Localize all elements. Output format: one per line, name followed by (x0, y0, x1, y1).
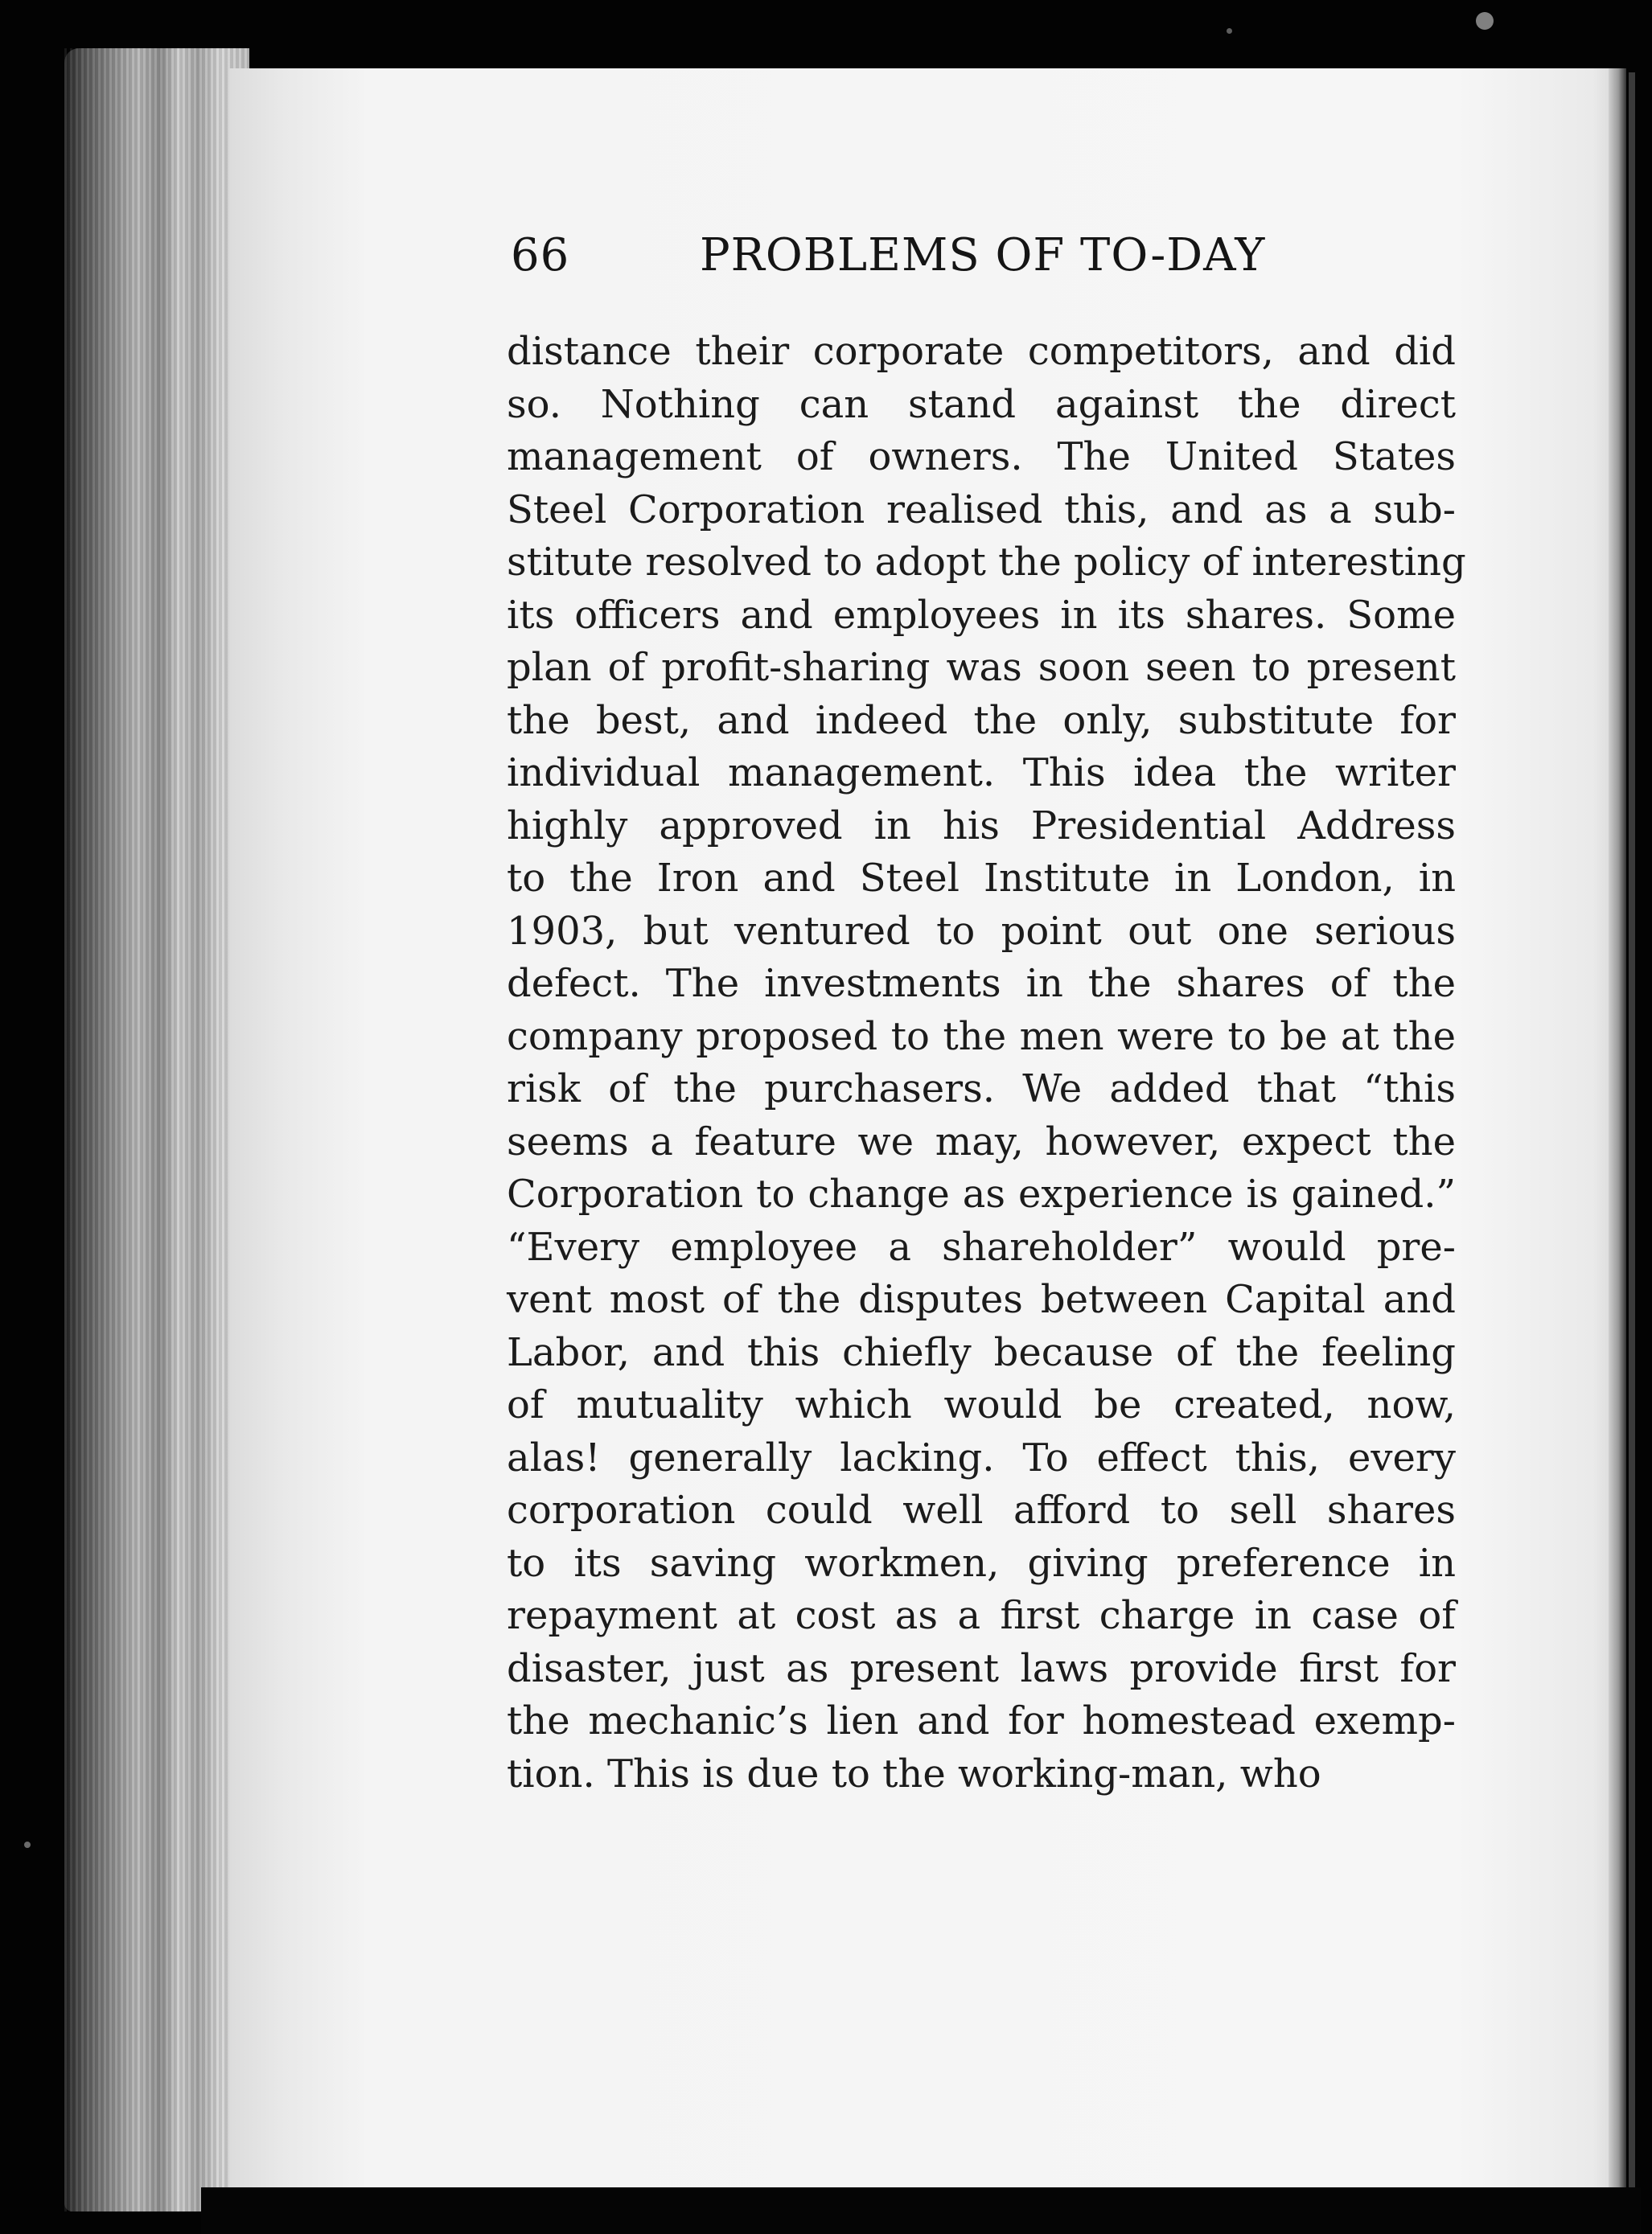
text-line: vent most of the disputes between Capital and (507, 1277, 1456, 1322)
text-line: seems a feature we may, however, expect the (507, 1119, 1456, 1164)
text-line: highly approved in his Presidential Address (507, 803, 1456, 848)
text-line: distance their corporate competitors, and did (507, 329, 1456, 374)
text-line: of mutuality which would be created, now, (507, 1382, 1456, 1427)
running-title: PROBLEMS OF TO-DAY (700, 229, 1266, 281)
text-line: management of owners. The United States (507, 434, 1456, 479)
scanner-edge-bar (1629, 72, 1635, 2203)
text-line: corporation could well afford to sell shares (507, 1488, 1456, 1533)
text-line: the mechanic’s lien and for homestead exemp- (507, 1698, 1456, 1743)
text-line: disaster, just as present laws provide first for (507, 1645, 1456, 1691)
text-line: “Every employee a shareholder” would pre- (507, 1224, 1456, 1270)
text-line: risk of the purchasers. We added that “this (507, 1066, 1456, 1111)
book-fore-edge (64, 48, 249, 2211)
bottom-shadow (201, 2187, 1641, 2234)
dust-speck (1476, 12, 1494, 30)
text-line: Steel Corporation realised this, and as a sub- (507, 487, 1456, 532)
running-head (511, 229, 1315, 302)
text-line: tion. This is due to the working-man, who (507, 1751, 1321, 1797)
text-line: repayment at cost as a first charge in case of (507, 1593, 1456, 1638)
page-right-edge (1609, 68, 1626, 2207)
text-line: plan of profit-sharing was soon seen to present (507, 645, 1456, 690)
text-line: its officers and employees in its shares. Some (507, 592, 1456, 638)
text-line: so. Nothing can stand against the direct (507, 381, 1456, 427)
text-line: to its saving workmen, giving preference in (507, 1540, 1456, 1586)
text-line: defect. The investments in the shares of the (507, 961, 1456, 1006)
text-line: alas! generally lacking. To effect this, every (507, 1435, 1456, 1480)
text-line: Labor, and this chiefly because of the feeling (507, 1329, 1456, 1375)
dust-speck (1227, 28, 1232, 34)
page-number: 66 (511, 229, 570, 281)
text-line: 1903, but ventured to point out one serious (507, 908, 1456, 954)
text-line: Corporation to change as experience is gained.” (507, 1172, 1456, 1217)
text-line: the best, and indeed the only, substitute for (507, 697, 1456, 743)
text-line: stitute resolved to adopt the policy of interesting (507, 540, 1466, 585)
dust-speck (24, 1842, 31, 1848)
body-text (507, 326, 1466, 1801)
text-line: to the Iron and Steel Institute in London, in (507, 856, 1456, 901)
text-line: company proposed to the men were to be at the (507, 1013, 1456, 1059)
text-line: individual management. This idea the writer (507, 750, 1456, 795)
